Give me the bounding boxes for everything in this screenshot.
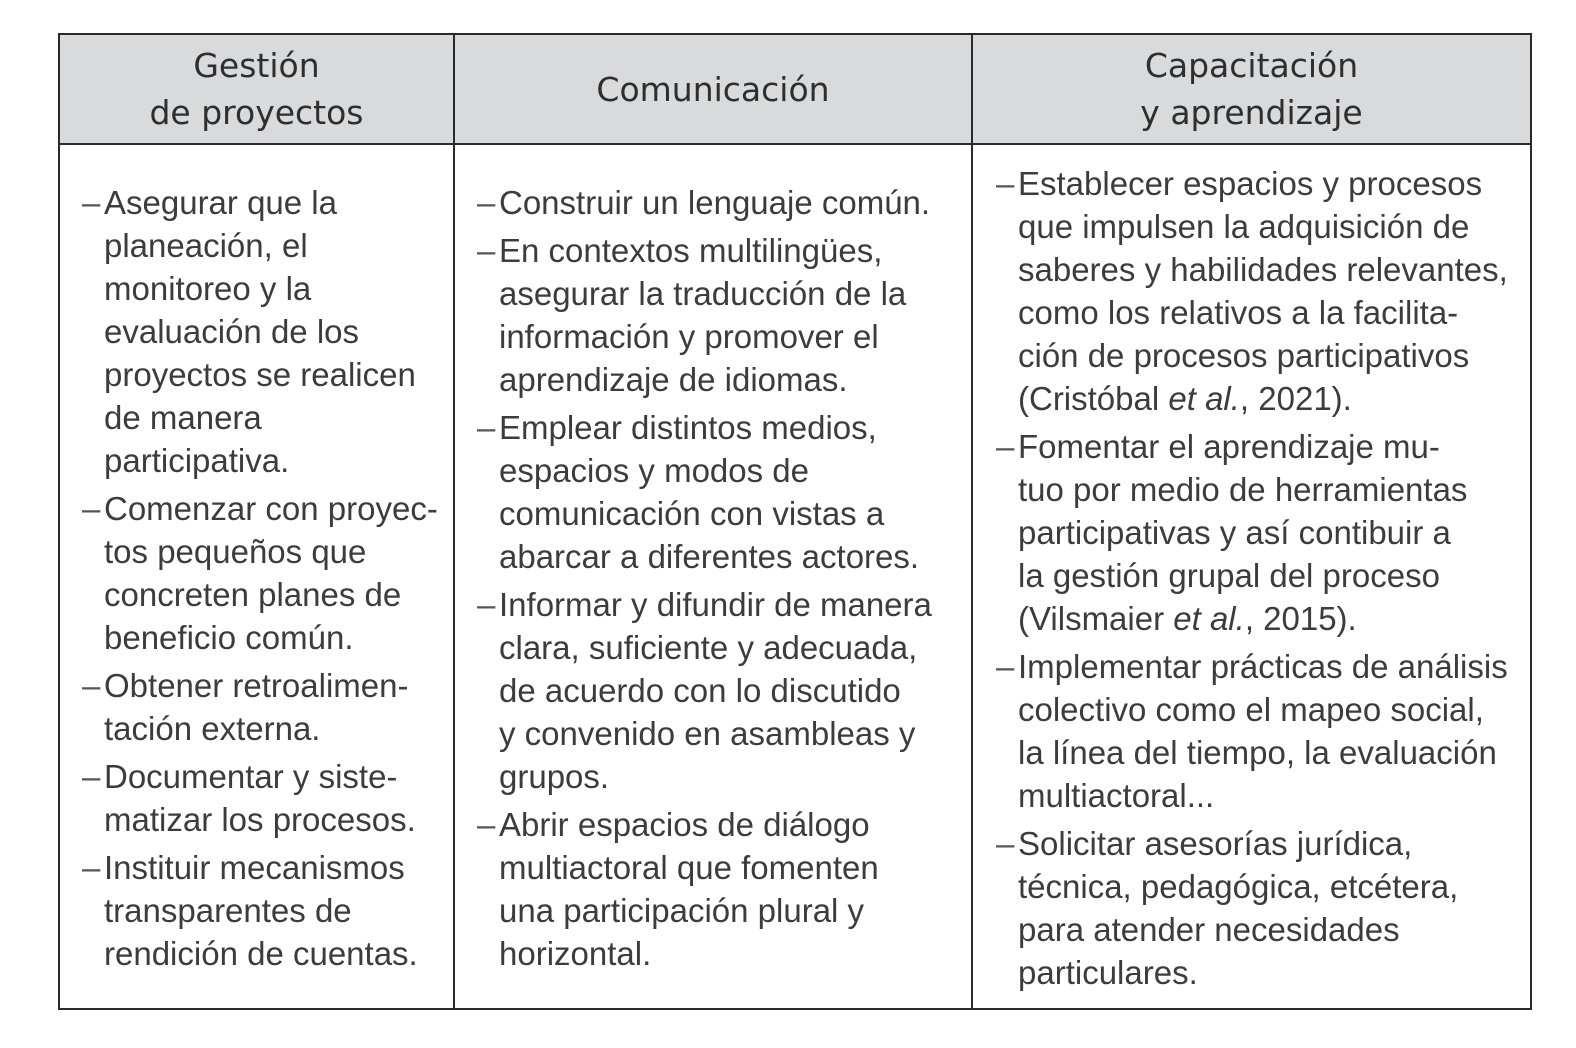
- list-item-line: tos pequeños que: [104, 533, 367, 570]
- list-item-line: participativa.: [104, 442, 290, 479]
- list-item: [82, 846, 453, 975]
- list-item-line: – Construir un lenguaje común.: [499, 184, 931, 221]
- column-divider: [971, 35, 973, 1008]
- column-divider: [453, 35, 455, 1008]
- list-item-line: abarcar a diferentes actores.: [499, 538, 920, 575]
- header-line: Gestión: [193, 46, 320, 85]
- list-item-line: como los relativos a la facilita-: [1018, 294, 1459, 331]
- list-item-line: multiactoral que fomenten: [499, 849, 879, 886]
- list-item: [477, 229, 971, 401]
- list-item-line: beneficio común.: [104, 619, 354, 656]
- list-item-line: evaluación de los: [104, 313, 360, 350]
- list-item: [477, 803, 971, 975]
- list-item-line: una participación plural y: [499, 892, 865, 929]
- list-item-line: – Fomentar el aprendizaje mu-: [1018, 428, 1440, 465]
- header-capacitacion-y-aprendizaje: [973, 35, 1530, 143]
- list-item-line: colectivo como el mapeo social,: [1018, 691, 1484, 728]
- header-line: y aprendizaje: [1140, 93, 1363, 132]
- list-item-line: tación externa.: [104, 710, 321, 747]
- list-item-line: para atender necesidades: [1018, 911, 1400, 948]
- list-item-line: saberes y habilidades relevantes,: [1018, 251, 1508, 288]
- column-capacitacion-y-aprendizaje: [996, 145, 1530, 1008]
- list-item-line: de acuerdo con lo discutido: [499, 672, 901, 709]
- column-comunicacion: [477, 145, 971, 1008]
- column-gestion-de-proyectos: [82, 145, 453, 1008]
- list-item-line: clara, suficiente y adecuada,: [499, 629, 918, 666]
- list-item-line: técnica, pedagógica, etcétera,: [1018, 868, 1459, 905]
- list-item-line: de manera: [104, 399, 262, 436]
- list-item-line: – Informar y difundir de manera: [499, 586, 932, 623]
- list-item-line: – En contextos multilingües,: [499, 232, 883, 269]
- list-item-line: participativas y así contibuir a: [1018, 514, 1451, 551]
- list-item-line: horizontal.: [499, 935, 652, 972]
- list-item-line: tuo por medio de herramientas: [1018, 471, 1468, 508]
- citation: (Cristóbal et al., 2021).: [1018, 380, 1352, 417]
- list-item-line: – Obtener retroalimen-: [104, 667, 409, 704]
- list-item-line: información y promover el: [499, 318, 879, 355]
- list-item-line: – Instituir mecanismos: [104, 849, 405, 886]
- list-item-line: concreten planes de: [104, 576, 402, 613]
- header-gestion-de-proyectos: [60, 35, 453, 143]
- list-item-line: la gestión grupal del proceso: [1018, 557, 1440, 594]
- list-item: [477, 583, 971, 798]
- list-item-line: y convenido en asambleas y: [499, 715, 916, 752]
- list-item-line: la línea del tiempo, la evaluación: [1018, 734, 1497, 771]
- list-item-line: multiactoral...: [1018, 777, 1215, 814]
- bullet-list: [996, 162, 1530, 994]
- list-item: [477, 406, 971, 578]
- list-item-line: particulares.: [1018, 954, 1198, 991]
- list-item-line: que impulsen la adquisición de: [1018, 208, 1470, 245]
- list-item-line: matizar los procesos.: [104, 801, 416, 838]
- header-line: Comunicación: [596, 69, 830, 109]
- list-item-line: planeación, el: [104, 227, 308, 264]
- list-item: [82, 181, 453, 482]
- list-item-line: proyectos se realicen: [104, 356, 416, 393]
- list-item-line: transparentes de: [104, 892, 352, 929]
- citation: (Vilsmaier et al., 2015).: [1018, 600, 1357, 637]
- list-item-line: – Establecer espacios y procesos: [1018, 165, 1483, 202]
- list-item-line: rendición de cuentas.: [104, 935, 418, 972]
- list-item: [996, 425, 1530, 640]
- header-line: de proyectos: [149, 93, 364, 132]
- list-item-line: aprendizaje de idiomas.: [499, 361, 848, 398]
- header-comunicacion: [455, 35, 971, 143]
- list-item-line: – Abrir espacios de diálogo: [499, 806, 870, 843]
- list-item: [82, 755, 453, 841]
- list-item-line: – Comenzar con proyec-: [104, 490, 438, 527]
- list-item: [996, 645, 1530, 817]
- list-item-line: – Documentar y siste-: [104, 758, 398, 795]
- list-item-line: espacios y modos de: [499, 452, 810, 489]
- list-item: [82, 664, 453, 750]
- list-item-line: ción de procesos participativos: [1018, 337, 1470, 374]
- list-item-line: grupos.: [499, 758, 610, 795]
- list-item-line: – Emplear distintos medios,: [499, 409, 877, 446]
- comparison-table: [58, 33, 1532, 1010]
- list-item: [996, 162, 1530, 420]
- bullet-list: [477, 181, 971, 975]
- header-line: Capacitación: [1144, 46, 1359, 85]
- list-item-line: asegurar la traducción de la: [499, 275, 907, 312]
- list-item-line: – Solicitar asesorías jurídica,: [1018, 825, 1413, 862]
- list-item-line: comunicación con vistas a: [499, 495, 885, 532]
- list-item-line: monitoreo y la: [104, 270, 312, 307]
- list-item: [996, 822, 1530, 994]
- list-item: [82, 487, 453, 659]
- list-item: [477, 181, 971, 224]
- list-item-line: – Asegurar que la: [104, 184, 337, 221]
- list-item-line: – Implementar prácticas de análisis: [1018, 648, 1508, 685]
- bullet-list: [82, 181, 453, 975]
